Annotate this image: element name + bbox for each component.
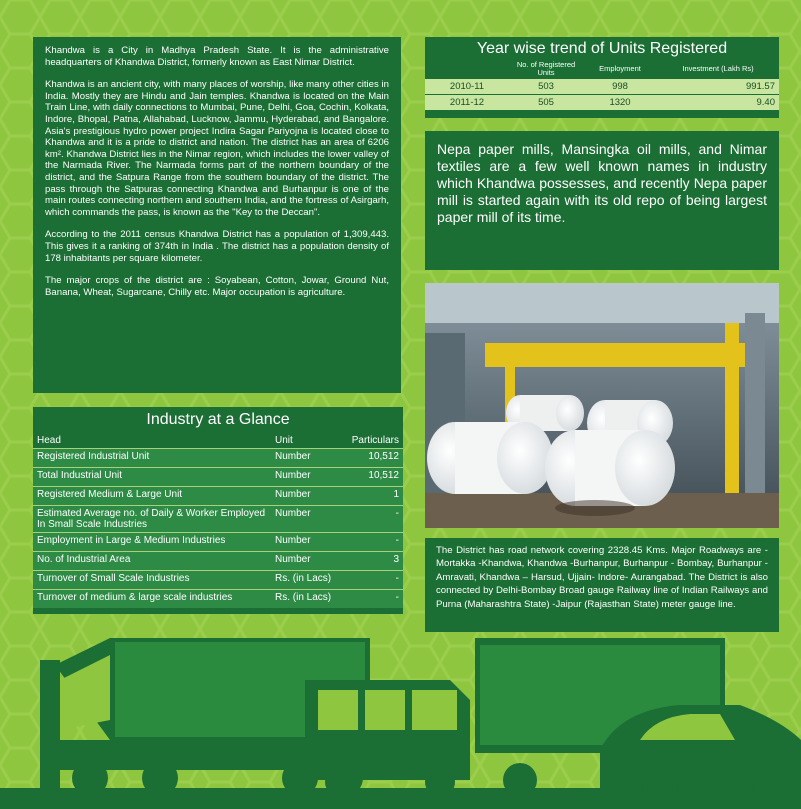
row-unit: Number <box>271 487 342 506</box>
table-row <box>425 95 779 111</box>
row-unit: Rs. (in Lacs) <box>271 571 342 590</box>
table-row <box>33 487 403 506</box>
trend-year: 2010-11 <box>425 79 509 95</box>
about-paragraph-3: According to the 2011 census Khandwa District has a population of 1,309,443. This gives it a ranking of 374th in India . The district has a population density of 178 inhabitants per square kilometer. <box>45 229 389 264</box>
col-particulars: Particulars <box>342 433 403 449</box>
table-row <box>33 552 403 571</box>
trend-units: 503 <box>509 79 583 95</box>
row-value: - <box>342 533 403 552</box>
row-value: - <box>342 590 403 609</box>
vehicles-illustration <box>0 620 801 809</box>
trend-investment: 9.40 <box>657 95 779 111</box>
industry-at-a-glance-panel <box>33 407 403 614</box>
nepa-mills-panel: Nepa paper mills, Mansingka oil mills, and Nimar textiles are a few well known names in industry which Khandwa possesses, and recently Nepa paper mill is started again with its old repo of being largest paper mill of its time. <box>425 131 779 270</box>
trend-employment: 1320 <box>583 95 657 111</box>
row-head: Registered Industrial Unit <box>33 449 271 468</box>
industry-title: Industry at a Glance <box>146 411 290 428</box>
trend-investment: 991.57 <box>657 79 779 95</box>
about-paragraph-1: Khandwa is a City in Madhya Pradesh State. It is the administrative headquarters of Khandwa District, formerly known as East Nimar District. <box>45 45 389 68</box>
row-head: Turnover of medium & large scale industries <box>33 590 271 609</box>
row-head: No. of Industrial Area <box>33 552 271 571</box>
table-row <box>425 79 779 95</box>
trend-table <box>425 60 779 110</box>
row-value: 1 <box>342 487 403 506</box>
trend-year: 2011-12 <box>425 95 509 111</box>
row-head: Registered Medium & Large Unit <box>33 487 271 506</box>
row-head: Turnover of Small Scale Industries <box>33 571 271 590</box>
row-value: 10,512 <box>342 468 403 487</box>
paper-mill-photo <box>425 283 779 528</box>
row-unit: Rs. (in Lacs) <box>271 590 342 609</box>
table-row <box>33 468 403 487</box>
row-value: 10,512 <box>342 449 403 468</box>
trend-col-year <box>425 60 509 79</box>
trend-col-employment: Employment <box>599 64 641 73</box>
table-row <box>33 590 403 609</box>
row-unit: Number <box>271 533 342 552</box>
row-unit: Number <box>271 449 342 468</box>
table-row <box>33 506 403 533</box>
about-khandwa-panel <box>33 37 401 393</box>
trend-units: 505 <box>509 95 583 111</box>
about-paragraph-2: Khandwa is an ancient city, with many places of worship, like many other cities in India. Mostly they are Hindu and Jain temples. Khandwa is located on the Main Train Line, with daily connections to Mumbai, Pune, Delhi, Goa, Cochin, Kolkata, Indore, Bhopal, Patna, Allahabad, Lucknow, Jammu, Hyderabad, and Bangalore. Asia's prestigious hydro power project Indira Sagar Pariyojna is located close to Khandwa and it is a pride to district and nation. The district has an area of 6206 km². Khandwa District lies in the Nimar region, which includes the lower valley of the Narmada River. The Narmada forms part of the northern boundary of the district, and the Satpura Range from the southern boundary of the district. The pass through the Satpuras connecting Khandwa and Burhanpur is one of the main routes connecting northern and southern India, and the fortress of Asirgarh, which commands the pass, is known as the "Key to the Deccan". <box>45 79 389 218</box>
table-row <box>33 449 403 468</box>
paper-mill-illustration <box>425 283 779 528</box>
row-value: 3 <box>342 552 403 571</box>
row-value: - <box>342 571 403 590</box>
col-unit: Unit <box>271 433 342 449</box>
trend-employment: 998 <box>583 79 657 95</box>
trend-col-units: No. of Registered Units <box>516 60 576 77</box>
row-head: Employment in Large & Medium Industries <box>33 533 271 552</box>
road-network-panel: The District has road network covering 2328.45 Kms. Major Roadways are -Mortakka -Khandwa, Khandwa -Burhanpur, Burhanpur - Bombay, Burhanpur - Amravati, Khandwa – Harsud, Ujjain- Indore- Aurangabad. The District is also connected by Delhi-Bombay Broad gauge Railway line of Indian Railways and Purna (Maharashtra State) -Jaipur (Rajasthan State) meter gauge line. <box>425 538 779 632</box>
table-row <box>33 533 403 552</box>
trend-title: Year wise trend of Units Registered <box>476 40 728 57</box>
row-head: Total Industrial Unit <box>33 468 271 487</box>
table-row <box>33 571 403 590</box>
row-head: Estimated Average no. of Daily & Worker Employed In Small Scale Industries <box>33 506 271 533</box>
row-unit: Number <box>271 552 342 571</box>
industry-table <box>33 433 403 608</box>
row-unit: Number <box>271 506 342 533</box>
yearwise-trend-panel <box>425 37 779 118</box>
col-head: Head <box>33 433 271 449</box>
row-unit: Number <box>271 468 342 487</box>
about-paragraph-4: The major crops of the district are : Soyabean, Cotton, Jowar, Ground Nut, Banana, Wheat, Sugarcane, Chilly etc. Major occupation is agriculture. <box>45 275 389 298</box>
row-value: - <box>342 506 403 533</box>
trend-col-investment: Investment (Lakh Rs) <box>682 64 754 73</box>
